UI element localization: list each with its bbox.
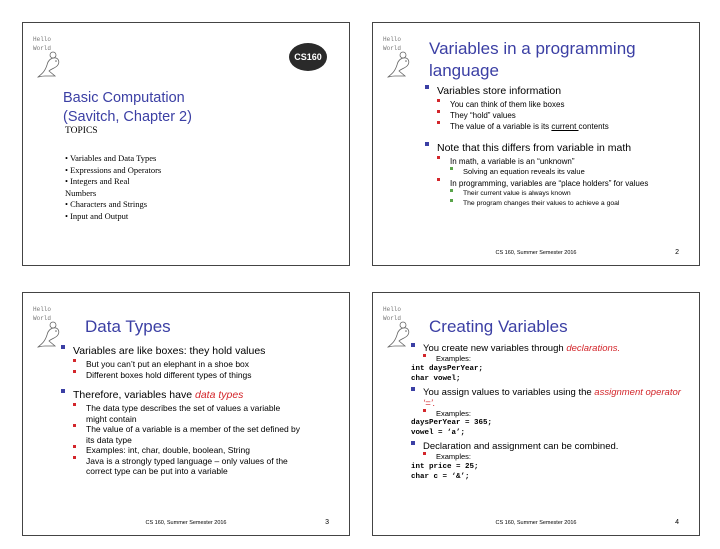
code-block	[411, 418, 681, 438]
page-number: 2	[675, 249, 679, 256]
accent-text: data types	[194, 389, 244, 401]
slide-2	[372, 22, 700, 266]
topic-item: • Input and Output	[65, 210, 129, 221]
bullet-list	[61, 345, 333, 477]
title-line-2: language	[429, 61, 499, 80]
sub-list	[437, 156, 695, 209]
slide-footer: CS 160, Summer Semester 2016	[495, 520, 577, 526]
sub-bullet-item: The data type describes the set of values a variable might contain	[73, 403, 303, 424]
bullet-text: Therefore, variables have	[73, 389, 195, 401]
logo-text-hello: Hello	[383, 306, 402, 313]
mouse-icon	[35, 319, 63, 349]
accent-text: declarations.	[566, 343, 621, 354]
logo-text-world: World	[383, 315, 402, 322]
sub-list	[423, 409, 681, 419]
sub-sub-bullet-item: Solving an equation reveals its value	[450, 167, 695, 178]
sub-bullet-item: The value of a variable is a member of the set defined by its data type	[73, 424, 303, 445]
sub-sub-list	[450, 167, 695, 178]
bullet-item	[411, 441, 681, 482]
topic-item: • Integers and Real	[65, 176, 130, 187]
code-line: daysPerYear = 365;	[411, 419, 493, 427]
sub-bullet-item	[437, 178, 695, 209]
page-number: 4	[675, 519, 679, 526]
sub-bullet-item: Examples:	[423, 409, 681, 419]
bullet-item	[425, 142, 695, 209]
sub-list	[423, 354, 681, 364]
logo-text-hello: Hello	[383, 36, 402, 43]
accent-text: assignment operator ‘=’.	[423, 386, 681, 409]
cs160-badge	[289, 43, 327, 71]
slide-title: Data Types	[85, 317, 171, 336]
sub-bullet-item: They “hold” values	[437, 110, 695, 121]
sub-sub-list	[450, 189, 695, 209]
sub-bullet-item	[437, 156, 695, 178]
bullet-text: You assign values to variables using the	[423, 386, 595, 398]
sub-bullet-item: Java is a strongly typed language – only values of the correct type can be put into a variable	[73, 456, 303, 477]
slide-footer: CS 160, Summer Semester 2016	[495, 250, 577, 256]
bullet-item	[425, 85, 695, 132]
sub-bullet-item: Examples: int, char, double, boolean, String	[73, 445, 303, 456]
code-line: char vowel;	[411, 374, 461, 383]
topic-item: Numbers	[65, 187, 97, 198]
mouse-icon	[385, 49, 413, 79]
bullet-text: Variables are like boxes: they hold values	[73, 345, 266, 357]
sub-bullet-item: But you can’t put an elephant in a shoe box	[73, 359, 333, 370]
bullet-list	[411, 343, 681, 482]
bullet-list	[425, 85, 695, 209]
slide-4	[372, 292, 700, 536]
slide-title	[63, 89, 192, 127]
code-block	[411, 364, 681, 384]
logo-text-hello: Hello	[33, 306, 52, 313]
bullet-item	[61, 389, 333, 477]
hello-world-logo	[383, 35, 423, 85]
sub-list	[437, 99, 695, 132]
bullet-text: Note that this differs from variable in math	[437, 142, 632, 154]
topic-item: • Characters and Strings	[65, 199, 148, 210]
bullet-text: Declaration and assignment can be combined.	[423, 441, 619, 452]
topics-heading: TOPICS	[65, 126, 98, 136]
slide-footer: CS 160, Summer Semester 2016	[145, 520, 227, 526]
sub-bullet-text: In math, a variable is an “unknown”	[450, 157, 575, 166]
mouse-icon	[385, 319, 413, 349]
slide-title: Creating Variables	[429, 317, 568, 336]
topics-list	[65, 153, 161, 223]
sub-list	[73, 403, 303, 477]
sub-bullet-item: You can think of them like boxes	[437, 99, 695, 110]
badge-label: CS160	[294, 52, 322, 62]
title-line-2: (Savitch, Chapter 2)	[63, 109, 192, 125]
sub-list	[73, 359, 333, 381]
bullet-item	[411, 387, 681, 439]
hello-world-logo	[33, 35, 73, 85]
code-block	[411, 462, 681, 482]
mouse-icon	[35, 49, 63, 79]
bullet-item	[411, 343, 681, 384]
topic-item: • Variables and Data Types	[65, 153, 157, 163]
logo-text-world: World	[383, 45, 402, 52]
code-line: int price = 25;	[411, 462, 479, 471]
logo-text-world: World	[33, 315, 52, 322]
sub-list	[423, 452, 681, 462]
sub-bullet-text: The value of a variable is its	[450, 122, 552, 131]
bullet-text: Variables store information	[437, 85, 562, 97]
sub-bullet-item: Examples:	[423, 354, 681, 364]
underlined-word: current	[551, 122, 579, 131]
sub-bullet-text: In programming, variables are “place holders” for values	[450, 178, 649, 188]
title-line-1: Variables in a programming	[429, 39, 636, 58]
bullet-item	[61, 345, 333, 381]
logo-text-world: World	[33, 45, 52, 52]
sub-bullet-item: Examples:	[423, 452, 681, 462]
topic-item: • Expressions and Operators	[65, 164, 162, 175]
slide-3	[22, 292, 350, 536]
logo-text-hello: Hello	[33, 36, 52, 43]
sub-bullet-item: Different boxes hold different types of things	[73, 370, 333, 381]
sub-sub-bullet-item: The program changes their values to achieve a goal	[450, 199, 695, 209]
slide-1	[22, 22, 350, 266]
code-line: vowel = ‘a’;	[411, 429, 466, 437]
bullet-text: You create new variables through	[423, 343, 567, 354]
sub-sub-bullet-item: Their current value is always known	[450, 189, 695, 199]
title-line-1: Basic Computation	[63, 90, 185, 106]
slide-title	[429, 38, 636, 82]
page-number: 3	[325, 519, 329, 526]
sub-bullet-item	[437, 121, 695, 132]
code-line: int daysPerYear;	[411, 364, 484, 373]
sub-bullet-text: contents	[578, 122, 609, 131]
code-line: char c = ‘&’;	[411, 472, 470, 481]
